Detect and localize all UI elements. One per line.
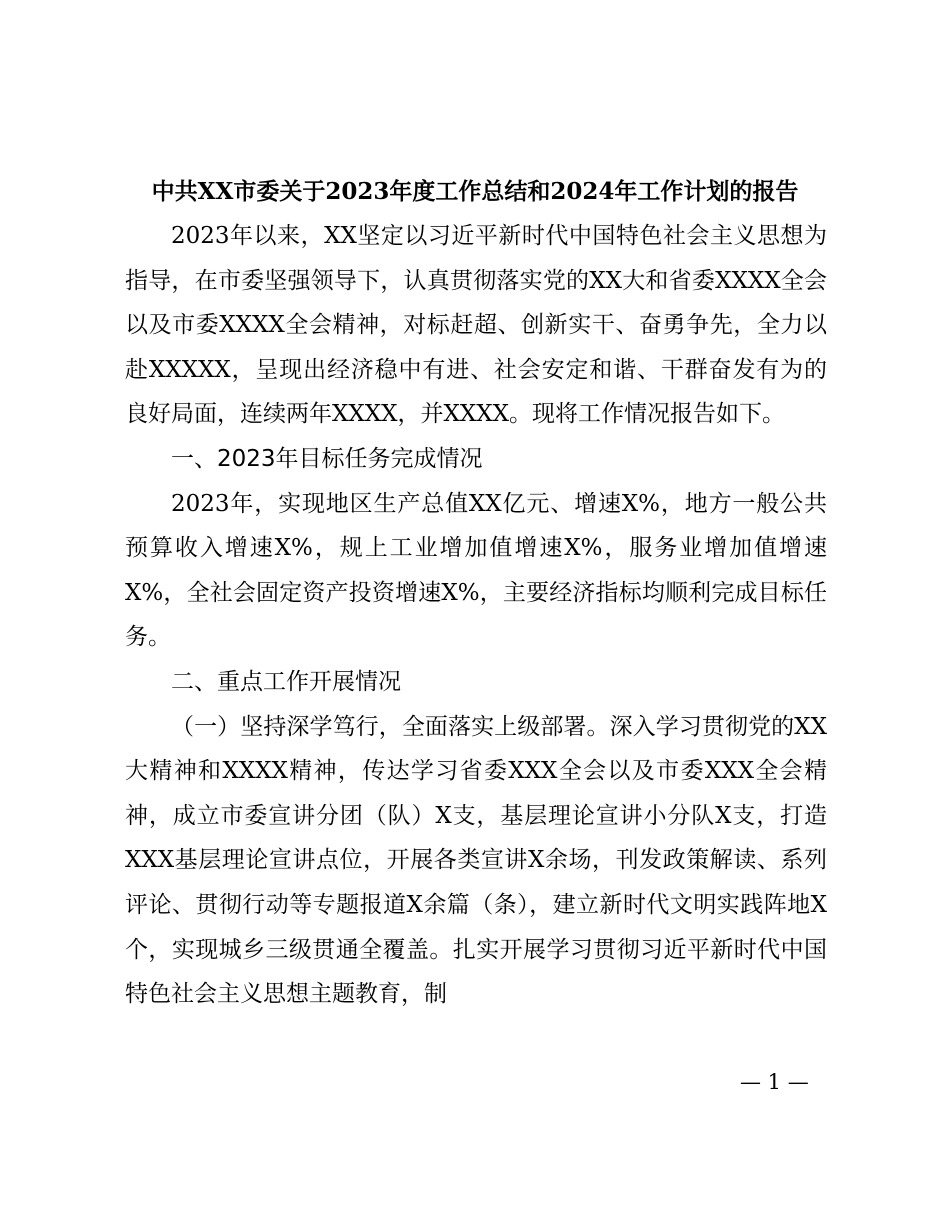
section-2-heading: 二、重点工作开展情况 bbox=[171, 668, 401, 695]
document-title: 中共XX市委关于2023年度工作总结和2024年工作计划的报告 bbox=[151, 178, 799, 205]
document-body bbox=[125, 214, 827, 1017]
section-1-heading: 一、2023年目标任务完成情况 bbox=[171, 445, 483, 472]
section-1-paragraph: 2023年，实现地区生产总值XX亿元、增速X%，地方一般公共预算收入增速X%，规上工业增加值增速X%，服务业增加值增速X%，全社会固定资产投资增速X%，主要经济指标均顺利完成目标任务。 bbox=[125, 490, 827, 651]
section-2-text: 深入学习贯彻党的XX大精神和XXXX精神，传达学习省委XXX全会以及市委XXX全会精神，成立市委宣讲分团（队）X支，基层理论宣讲小分队X支，打造XXX基层理论宣讲点位，开展各类宣讲X余场，刊发政策解读、系列评论、贯彻行动等专题报道X余篇（条），建立新时代文明实践阵地X个，实现城乡三级贯通全覆盖。扎实开展学习贯彻习近平新时代中国特色社会主义思想主题教育，制 bbox=[125, 713, 828, 1008]
section-2-subheading: （一）坚持深学笃行，全面落实上级部署。 bbox=[171, 713, 610, 740]
section-2-paragraph bbox=[125, 705, 827, 1017]
intro-paragraph: 2023年以来，XX坚定以习近平新时代中国特色社会主义思想为指导，在市委坚强领导下，认真贯彻落实党的XX大和省委XXXX全会以及市委XXXX全会精神，对标赶超、创新实干、奋勇争先，全力以赴XXXXX，呈现出经济稳中有进、社会安定和谐、干群奋发有为的良好局面，连续两年XXXX，并XXXX。现将工作情况报告如下。 bbox=[125, 223, 827, 428]
page-number: — 1 — bbox=[740, 1070, 809, 1094]
